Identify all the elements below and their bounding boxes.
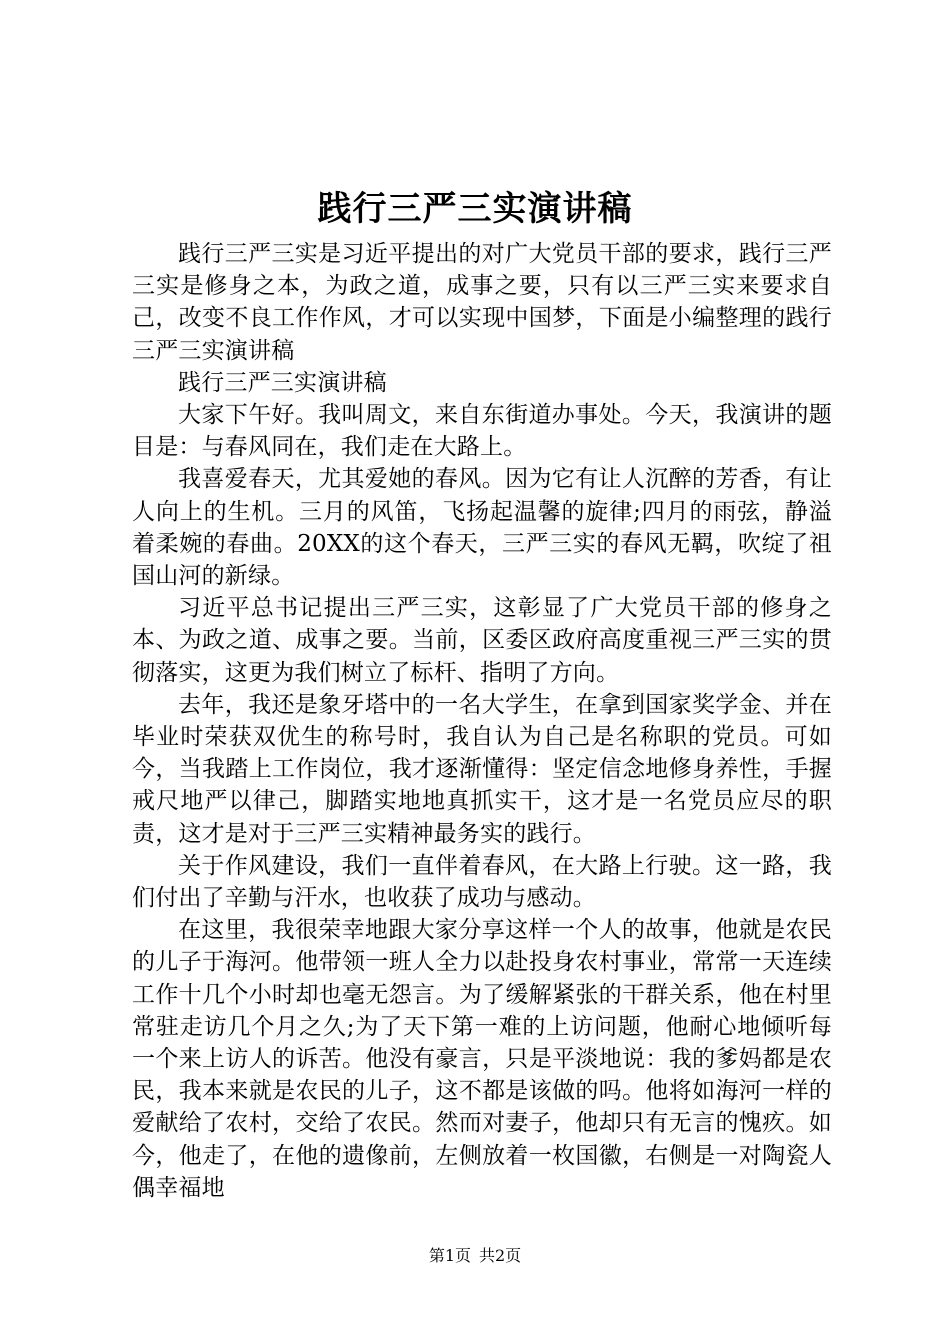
- page-footer: [0, 1246, 950, 1266]
- page-total: 共2页: [479, 1246, 522, 1265]
- page-number: 第1页: [428, 1246, 471, 1265]
- document-title: 践行三严三实演讲稿: [317, 189, 633, 229]
- paragraph-last-year: 去年，我还是象牙塔中的一名大学生，在拿到国家奖学金、并在毕业时荣获双优生的称号时，我自认为自己是名称职的党员。可如今，当我踏上工作岗位，我才逐渐懂得：坚定信念地修身养性，手握戒尺地严以律己，脚踏实地地真抓实干，这才是一名党员应尽的职责，这才是对于三严三实精神最务实的践行。: [132, 691, 832, 847]
- paragraph-spring: 我喜爱春天，尤其爱她的春风。因为它有让人沉醉的芳香，有让人向上的生机。三月的风笛，飞扬起温馨的旋律;四月的雨弦，静溢着柔婉的春曲。20XX的这个春天，三严三实的春风无羁，吹绽了祖国山河的新绿。: [132, 466, 832, 590]
- paragraph-intro: 践行三严三实是习近平提出的对广大党员干部的要求，践行三严三实是修身之本，为政之道，成事之要，只有以三严三实来要求自己，改变不良工作作风，才可以实现中国梦，下面是小编整理的践行三严三实演讲稿: [132, 241, 832, 364]
- document-body: [132, 238, 832, 1204]
- paragraph-subtitle: 践行三严三实演讲稿: [178, 369, 387, 396]
- paragraph-work-style: 关于作风建设，我们一直伴着春风，在大路上行驶。这一路，我们付出了辛勤与汗水，也收获了成功与感动。: [132, 852, 832, 912]
- paragraph-three-stricts: 习近平总书记提出三严三实，这彰显了广大党员干部的修身之本、为政之道、成事之要。当前，区委区政府高度重视三严三实的贯彻落实，这更为我们树立了标杆、指明了方向。: [132, 595, 832, 686]
- paragraph-story: 在这里，我很荣幸地跟大家分享这样一个人的故事，他就是农民的儿子于海河。他带领一班人全力以赴投身农村事业，常常一天连续工作十几个小时却也毫无怨言。为了缓解紧张的干群关系，他在村里常驻走访几个月之久;为了天下第一难的上访问题，他耐心地倾听每一个来上访人的诉苦。他没有豪言，只是平淡地说：我的爹妈都是农民，我本来就是农民的儿子，这不都是该做的吗。他将如海河一样的爱献给了农村，交给了农民。然而对妻子，他却只有无言的愧疚。如今，他走了，在他的遗像前，左侧放着一枚国徽，右侧是一对陶瓷人偶幸福地: [132, 917, 832, 1201]
- paragraph-greeting: 大家下午好。我叫周文，来自东街道办事处。今天，我演讲的题目是：与春风同在，我们走在大路上。: [132, 402, 832, 461]
